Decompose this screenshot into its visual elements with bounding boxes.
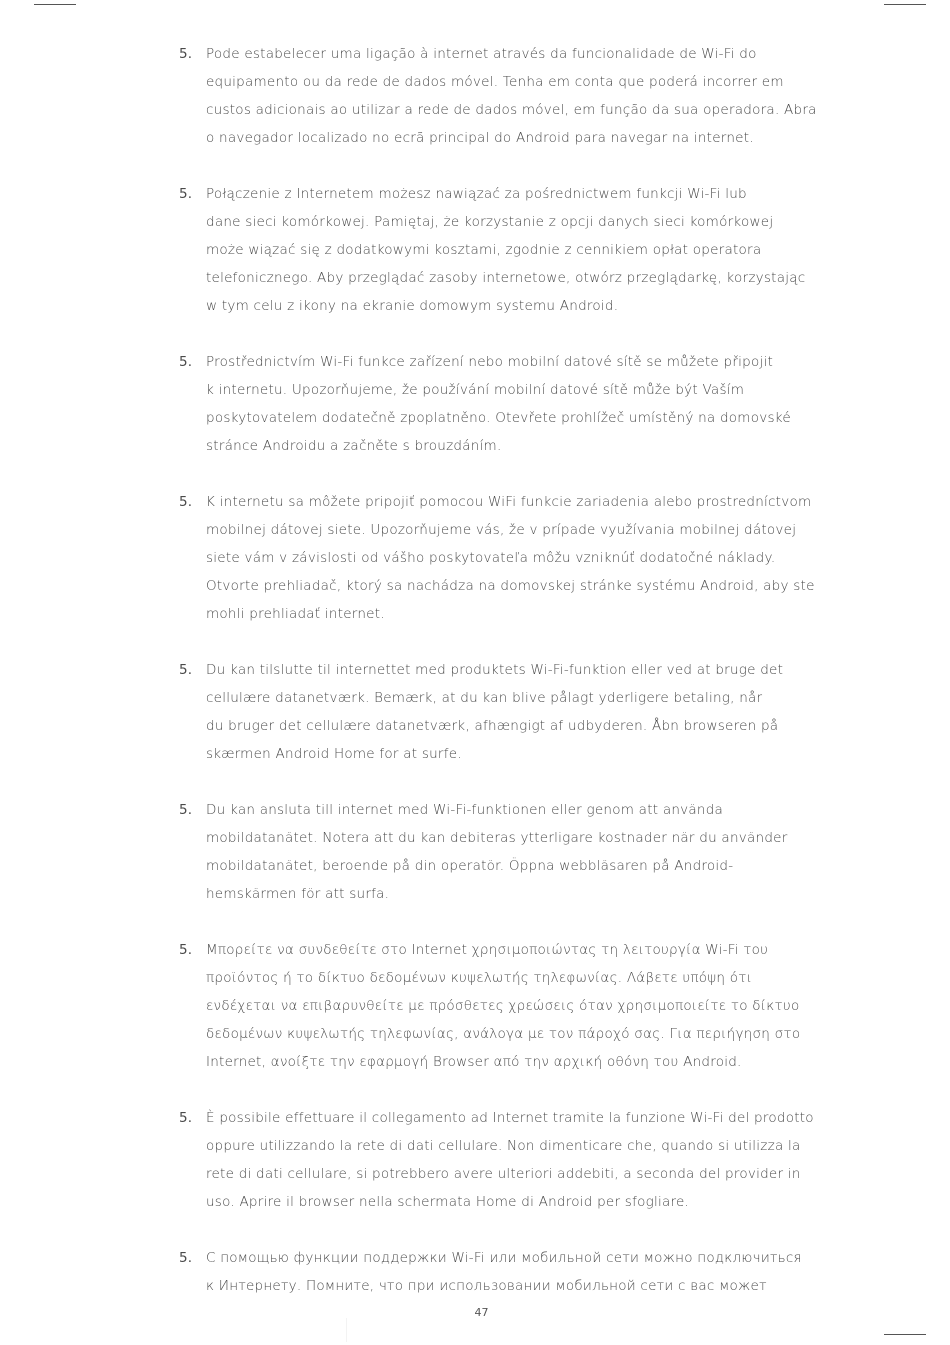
paragraph-text [206, 488, 839, 628]
text-line: mobildatanätet. Notera att du kan debiteras ytterligare kostnader när du använder [206, 830, 788, 846]
list-item-czech [179, 348, 839, 460]
text-line: hemskärmen för att surfa. [206, 886, 390, 902]
crop-mark-top-left [34, 4, 76, 5]
text-line: cellulære datanetværk. Bemærk, at du kan blive pålagt yderligere betaling, når [206, 690, 763, 706]
list-item-greek [179, 936, 839, 1076]
text-line: poskytovatelem dodatečně zpoplatněno. Otevřete prohlížeč umístěný na domovské [206, 410, 791, 426]
crop-mark-bottom-right [884, 1334, 926, 1335]
text-line: custos adicionais ao utilizar a rede de dados móvel, em função da sua operadora. Abra [206, 102, 817, 118]
text-line: stránce Androidu a začněte s brouzdáním. [206, 438, 502, 454]
list-item-polish [179, 180, 839, 320]
list-number: 5. [179, 942, 193, 958]
text-line: K internetu sa môžete pripojiť pomocou WiFi funkcie zariadenia alebo prostredníctvom [206, 494, 812, 510]
text-line: È possibile effettuare il collegamento ad Internet tramite la funzione Wi-Fi del prodotto [206, 1110, 814, 1126]
text-line: Du kan tilslutte til internettet med produktets Wi-Fi-funktion eller ved at bruge det [206, 662, 784, 678]
paragraph-text [206, 180, 839, 320]
list-number: 5. [179, 802, 193, 818]
document-body [179, 40, 839, 1328]
text-line: oppure utilizzando la rete di dati cellulare. Non dimenticare che, quando si utilizza la [206, 1138, 801, 1154]
text-line: rete di dati cellulare, si potrebbero avere ulteriori addebiti, a seconda del provider in [206, 1166, 801, 1182]
text-line: o navegador localizado no ecrã principal do Android para navegar na internet. [206, 130, 754, 146]
text-line: equipamento ou da rede de dados móvel. Tenha em conta que poderá incorrer em [206, 74, 784, 90]
text-line: Otvorte prehliadač, ktorý sa nachádza na domovskej stránke systému Android, aby ste [206, 578, 815, 594]
text-line: k internetu. Upozorňujeme, že používání mobilní datové sítě může být Vaším [206, 382, 745, 398]
text-line: telefonicznego. Aby przeglądać zasoby internetowe, otwórz przeglądarkę, korzystając [206, 270, 806, 286]
text-line: Du kan ansluta till internet med Wi-Fi-funktionen eller genom att använda [206, 802, 724, 818]
list-number: 5. [179, 46, 193, 62]
list-number: 5. [179, 186, 193, 202]
text-line: Μπορείτε να συνδεθείτε στο Internet χρησιμοποιώντας τη λειτουργία Wi-Fi του [206, 942, 769, 958]
text-line: Prostřednictvím Wi-Fi funkce zařízení nebo mobilní datové sítě se můžete připojit [206, 354, 774, 370]
paragraph-text [206, 796, 839, 908]
paragraph-text [206, 348, 839, 460]
text-line: к Интернету. Помните, что при использовании мобильной сети с вас может [206, 1278, 767, 1294]
text-line: Połączenie z Internetem możesz nawiązać za pośrednictwem funkcji Wi-Fi lub [206, 186, 747, 202]
text-line: προϊόντος ή το δίκτυο δεδομένων κυψελωτής τηλεφωνίας. Λάβετε υπόψη ότι [206, 970, 753, 986]
text-line: Internet, ανοίξτε την εφαρμογή Browser από την αρχική οθόνη του Android. [206, 1054, 742, 1070]
text-line: mohli prehliadať internet. [206, 606, 385, 622]
paragraph-text [206, 1104, 839, 1216]
text-line: С помощью функции поддержки Wi-Fi или мобильной сети можно подключиться [206, 1250, 802, 1266]
text-line: może wiązać się z dodatkowymi kosztami, zgodnie z cennikiem opłat operatora [206, 242, 762, 258]
text-line: ενδέχεται να επιβαρυνθείτε με πρόσθετες χρεώσεις όταν χρησιμοποιείτε το δίκτυο [206, 998, 800, 1014]
list-number: 5. [179, 494, 193, 510]
text-line: uso. Aprire il browser nella schermata Home di Android per sfogliare. [206, 1194, 690, 1210]
text-line: siete vám v závislosti od vášho poskytovateľa môžu vzniknúť dodatočné náklady. [206, 550, 776, 566]
text-line: w tym celu z ikony na ekranie domowym systemu Android. [206, 298, 619, 314]
list-item-russian [179, 1244, 839, 1300]
list-number: 5. [179, 1110, 193, 1126]
paragraph-text [206, 656, 839, 768]
text-line: mobilnej dátovej siete. Upozorňujeme vás, že v prípade využívania mobilnej dátovej [206, 522, 797, 538]
text-line: δεδομένων κυψελωτής τηλεφωνίας, ανάλογα με τον πάροχό σας. Για περιήγηση στο [206, 1026, 801, 1042]
list-number: 5. [179, 1250, 193, 1266]
page-number: 47 [474, 1306, 489, 1319]
paragraph-text [206, 936, 839, 1076]
list-item-italian [179, 1104, 839, 1216]
text-line: du bruger det cellulære datanetværk, afhængigt af udbyderen. Åbn browseren på [206, 718, 779, 734]
text-line: skærmen Android Home for at surfe. [206, 746, 462, 762]
paragraph-text [206, 40, 839, 152]
list-number: 5. [179, 354, 193, 370]
text-line: dane sieci komórkowej. Pamiętaj, że korzystanie z opcji danych sieci komórkowej [206, 214, 774, 230]
list-number: 5. [179, 662, 193, 678]
text-line: Pode estabelecer uma ligação à internet através da funcionalidade de Wi-Fi do [206, 46, 757, 62]
list-item-slovak [179, 488, 839, 628]
divider [346, 1318, 347, 1342]
list-item-danish [179, 656, 839, 768]
list-item-swedish [179, 796, 839, 908]
crop-mark-top-right [884, 4, 926, 5]
text-line: mobildatanätet, beroende på din operatör. Öppna webbläsaren på Android- [206, 858, 734, 874]
paragraph-text [206, 1244, 839, 1300]
list-item-portuguese [179, 40, 839, 152]
